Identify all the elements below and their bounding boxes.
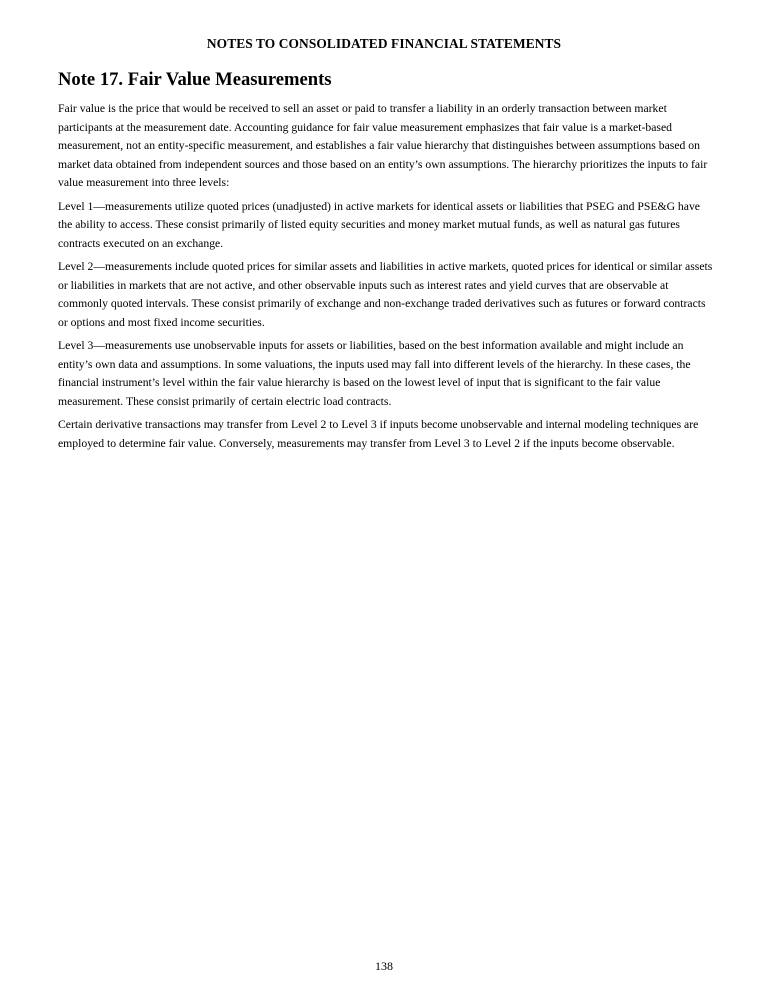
note-title: Note 17. Fair Value Measurements (58, 69, 332, 90)
paragraph-transfers: Certain derivative transactions may transfer from Level 2 to Level 3 if inputs become unobservable and internal modeling techniques are employed to determine fair value. Conversely, measurements may transfer from Level 3 to Level 2 if the inputs become observable. (58, 418, 699, 450)
page-number: 138 (375, 959, 393, 973)
paragraph-level-3: Level 3—measurements use unobservable inputs for assets or liabilities, based on the best information available and might include an entity’s own data and assumptions. In some valuations, the inputs used may fall into different levels of the hierarchy. In these cases, the financial instrument’s level within the fair value hierarchy is based on the lowest level of input that is significant to the fair value measurement. These consist primarily of certain electric load contracts. (58, 339, 691, 408)
paragraph-intro: Fair value is the price that would be received to sell an asset or paid to transfer a liability in an orderly transaction between market participants at the measurement date. Accounting guidance for fair value measurement emphasizes that fair value is a market-based measurement, not an entity-specific measurement, and establishes a fair value hierarchy that distinguishes between assumptions based on market data obtained from independent sources and those based on an entity’s own assumptions. The hierarchy prioritizes the inputs to fair value measurement into three levels: (58, 102, 708, 189)
page-header: NOTES TO CONSOLIDATED FINANCIAL STATEMENTS (206, 36, 562, 51)
paragraph-level-2: Level 2—measurements include quoted prices for similar assets and liabilities in active markets, quoted prices for identical or similar assets or liabilities in markets that are not active, and other observable inputs such as interest rates and yield curves that are observable at commonly quoted intervals. These consist primarily of exchange and non-exchange traded derivatives such as futures or forward contracts or options and most fixed income securities. (58, 260, 713, 329)
note-body (58, 100, 714, 458)
paragraph-level-1: Level 1—measurements utilize quoted prices (unadjusted) in active markets for identical assets or liabilities that PSEG and PSE&G have the ability to access. These consist primarily of listed equity securities and money market mutual funds, as well as natural gas futures contracts executed on an exchange. (58, 199, 700, 250)
